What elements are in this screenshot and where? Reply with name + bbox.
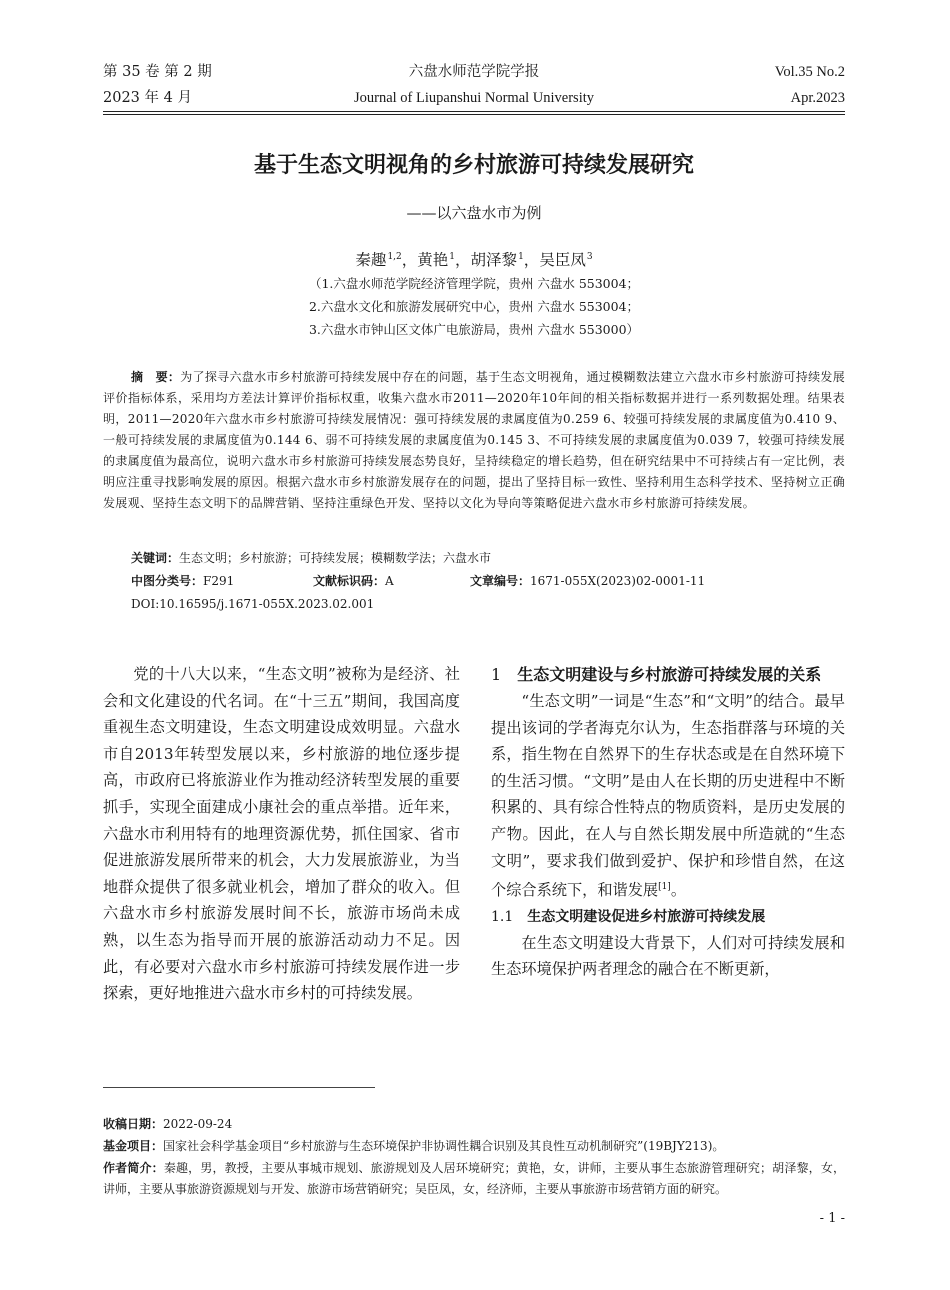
header-journal-en: Journal of Liupanshui Normal University xyxy=(353,90,594,106)
header-rule-bottom xyxy=(103,114,845,115)
header-vol-en: Vol.35 No.2 xyxy=(774,64,845,80)
author-name: 胡泽黎 xyxy=(470,251,518,269)
received-label: 收稿日期： xyxy=(103,1117,164,1131)
header-date-en: Apr.2023 xyxy=(790,90,845,106)
section-1-paragraph xyxy=(491,688,845,904)
author-name: 黄艳 xyxy=(417,251,449,269)
author-separator: ， xyxy=(523,251,540,269)
author-name: 吴臣凤 xyxy=(539,251,586,269)
author-bio-value: 秦趣，男，教授，主要从事城市规划、旅游规划及人居环境研究；黄艳，女，讲师，主要从事生态旅游管理研究；胡泽黎，女，讲师，主要从事旅游资源规划与开发、旅游市场营销研究；吴臣凤，女，经济师，主要从事旅游市场营销方面的研究。 xyxy=(103,1161,845,1196)
page-number: - 1 - xyxy=(819,1211,845,1226)
citation-ref: [1] xyxy=(658,882,671,893)
section-1-number: 1 xyxy=(491,665,502,684)
author-bio-label: 作者简介： xyxy=(103,1161,164,1175)
section-1-title: 生态文明建设与乡村旅游可持续发展的关系 xyxy=(517,665,822,684)
fund-value: 国家社会科学基金项目“乡村旅游与生态环境保护非协调性耦合识别及其良性互动机制研究”(19BJY213)。 xyxy=(163,1139,725,1153)
clc-label: 中图分类号： xyxy=(131,574,204,588)
doi: DOI:10.16595/j.1671-055X.2023.02.001 xyxy=(131,597,375,611)
keywords-label: 关键词： xyxy=(131,551,180,565)
author-affil-mark: 1,2 xyxy=(387,252,402,262)
author-separator: ， xyxy=(401,251,418,269)
section-1-1-paragraph: 在生态文明建设大背景下，人们对可持续发展和生态环境保护两者理念的融合在不断更新， xyxy=(491,933,845,979)
affiliation-3: 3.六盘水市钟山区文体广电旅游局，贵州 六盘水 553000） xyxy=(308,322,640,337)
classification-row xyxy=(131,571,234,592)
left-column xyxy=(103,661,460,1007)
header-volume: 第 35 卷 第 2 期 xyxy=(103,64,212,80)
intro-paragraph: 党的十八大以来，“生态文明”被称为是经济、社会和文化建设的代名词。在“十三五”期间，我国高度重视生态文明建设，生态文明建设成效明显。六盘水市自2013年转型发展以来，乡村旅游的地位逐步提高，市政府已将旅游业作为推动经济转型发展的重要抓手，实现全面建成小康社会的重点举措。近年来，六盘水市利用特有的地理资源优势，抓住国家、省市促进旅游发展所带来的机会，大力发展旅游业，为当地群众提供了很多就业机会，增加了群众的收入。但六盘水市乡村旅游发展时间不长，旅游市场尚未成熟，以生态为指导而开展的旅游活动动力不足。因此，有必要对六盘水市乡村旅游可持续发展作进一步探索，更好地推进六盘水市乡村的可持续发展。 xyxy=(103,665,460,1003)
author-affil-mark: 1 xyxy=(449,252,456,262)
section-1-1-heading xyxy=(491,904,845,930)
author-affil-mark: 1 xyxy=(518,252,524,262)
footnote-rule xyxy=(103,1087,375,1088)
author-name: 秦趣 xyxy=(355,251,387,269)
doc-value: A xyxy=(385,574,394,588)
header-journal-cn: 六盘水师范学院学报 xyxy=(408,64,540,80)
section-1-1-number: 1.1 xyxy=(491,908,514,925)
article-label: 文章编号： xyxy=(470,574,531,588)
author-separator: ， xyxy=(455,251,471,269)
header-rule-top xyxy=(103,111,845,112)
article-value: 1671-055X(2023)02-0001-11 xyxy=(530,574,706,588)
author-bio xyxy=(103,1158,845,1200)
document-code xyxy=(313,571,394,592)
received-value: 2022-09-24 xyxy=(163,1117,233,1131)
affiliation-1: （1.六盘水师范学院经济管理学院，贵州 六盘水 553004； xyxy=(308,276,640,291)
author-list xyxy=(103,245,845,272)
author-affil-mark: 3 xyxy=(586,252,593,262)
section-1-1-title: 生态文明建设促进乡村旅游可持续发展 xyxy=(527,908,766,925)
paper-subtitle: ——以六盘水市为例 xyxy=(406,204,542,222)
abstract xyxy=(103,367,845,514)
section-1-end: 。 xyxy=(670,881,686,900)
paper-title: 基于生态文明视角的乡村旅游可持续发展研究 xyxy=(253,153,694,178)
doc-label: 文献标识码： xyxy=(313,574,386,588)
article-number xyxy=(470,571,705,592)
fund-label: 基金项目： xyxy=(103,1139,164,1153)
fund-info xyxy=(103,1136,845,1157)
section-1-text: “生态文明”一词是“生态”和“文明”的结合。最早提出该词的学者海克尔认为，生态指群落与环境的关系，指生物在自然界下的生存状态或是在自然环境下的生活习惯。“文明”是由人在长期的历史进程中不断积累的、具有综合性特点的物质资料，是历史发展的产物。因此，在人与自然长期发展中所造就的“生态文明”，要求我们做到爱护、保护和珍惜自然，在这个综合系统下，和谐发展 xyxy=(491,692,845,900)
received-date xyxy=(103,1114,845,1135)
header-date: 2023 年 4 月 xyxy=(103,90,192,106)
keywords xyxy=(131,548,491,569)
clc-value: F291 xyxy=(203,574,235,588)
keywords-text: 生态文明；乡村旅游；可持续发展；模糊数学法；六盘水市 xyxy=(179,551,492,565)
abstract-text: 为了探寻六盘水市乡村旅游可持续发展中存在的问题，基于生态文明视角，通过模糊数法建立六盘水市乡村旅游可持续发展评价指标体系，采用均方差法计算评价指标权重，收集六盘水市2011—2020年10年间的相关指标数据并进行一系列数据处理。结果表明，2011—2020年六盘水市乡村旅游可持续发展情况：强可持续发展的隶属度值为0.259 6、较强可持续发展的隶属度值为0.410 9、一般可持续发展的隶属度值为0.144 6、弱不可持续发展的隶属度值为0.145 3、不可持续发展的隶属度值为0.039 7，较强可持续发展的隶属度值为最高位，说明六盘水市乡村旅游可持续发展态势良好，呈持续稳定的增长趋势，但在研究结果中不可持续占有一定比例，表明应注重寻找影响发展的原因。根据六盘水市乡村旅游发展存在的问题，提出了坚持目标一致性、坚持利用生态科学技术、坚持树立正确发展观、坚持生态文明下的品牌营销、坚持注重绿色开发、坚持以文化为导向等策略促进六盘水市乡村旅游可持续发展。 xyxy=(103,370,845,510)
affiliation-2: 2.六盘水文化和旅游发展研究中心，贵州 六盘水 553004； xyxy=(308,299,640,314)
abstract-label: 摘 要： xyxy=(131,370,181,384)
right-column xyxy=(491,661,845,983)
section-1-heading xyxy=(491,661,845,688)
